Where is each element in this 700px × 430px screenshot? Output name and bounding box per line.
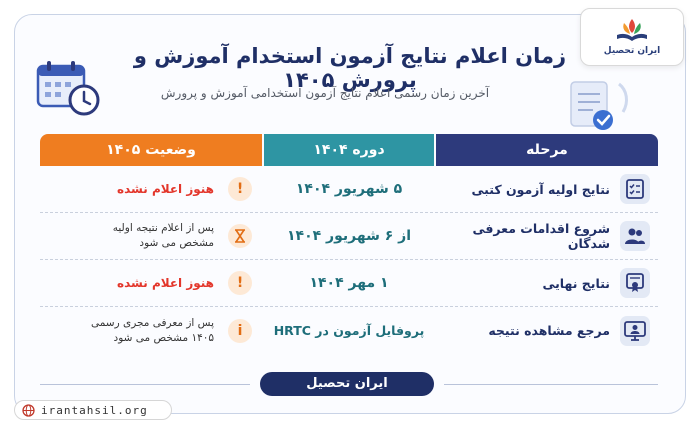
- table-header: [40, 134, 658, 166]
- period-cell: ۱ مهر ۱۴۰۴: [309, 275, 389, 291]
- period-cell: ۵ شهریور ۱۴۰۴: [295, 181, 403, 197]
- book-leaf-logo-icon: [609, 15, 655, 45]
- header-period: دوره ۱۴۰۴: [264, 134, 434, 166]
- status-note-line-2: ۱۴۰۵ مشخص می شود: [113, 331, 214, 344]
- table-row: [40, 213, 658, 260]
- website-link[interactable]: [14, 400, 172, 420]
- brand-logo[interactable]: [580, 8, 684, 66]
- status-text: هنوز اعلام نشده: [117, 276, 214, 290]
- stage-label: نتایج اولیه آزمون کتبی: [471, 181, 610, 197]
- exclamation-icon: !: [228, 177, 252, 201]
- status-note-line-2: مشخص می شود: [139, 237, 214, 249]
- status-cell: [40, 260, 262, 306]
- table-row: [40, 307, 658, 354]
- certificate-icon: [620, 268, 650, 298]
- status-note: [113, 221, 214, 251]
- footer-brand-pill: ایران تحصیل: [260, 372, 434, 396]
- logo-text: ایران تحصیل: [603, 46, 661, 56]
- page-subtitle: آخرین زمان رسمی اعلام نتایج آزمون استخدامی آموزش و پرورش: [160, 86, 490, 100]
- checklist-icon: [620, 174, 650, 204]
- stage-label: نتایج نهایی: [542, 275, 610, 291]
- header-status: وضعیت ۱۴۰۵: [40, 134, 262, 166]
- table-row: [40, 166, 658, 213]
- stage-cell: [436, 307, 658, 354]
- status-note: [91, 316, 214, 346]
- calendar-clock-icon: [34, 58, 104, 124]
- info-icon: i: [228, 319, 252, 343]
- stage-cell: [436, 166, 658, 212]
- period-cell: از ۶ شهریور ۱۴۰۴: [286, 228, 412, 244]
- footer-divider-right: [444, 384, 658, 385]
- website-url: irantahsil.org: [41, 403, 148, 417]
- header-stage: مرحله: [436, 134, 658, 166]
- stage-cell: [436, 260, 658, 306]
- status-cell: [40, 213, 262, 259]
- stage-label: مرجع مشاهده نتیجه: [488, 323, 610, 338]
- status-text: هنوز اعلام نشده: [117, 182, 214, 196]
- page-title: زمان اعلام نتایج آزمون استخدام آموزش و پرورش ۱۴۰۵: [133, 44, 567, 92]
- users-icon: [620, 221, 650, 251]
- exclamation-icon: !: [228, 271, 252, 295]
- period-cell: پروفایل آزمون در HRTC: [273, 323, 425, 338]
- results-table: [40, 134, 658, 354]
- monitor-user-icon: [620, 316, 650, 346]
- status-cell: [40, 166, 262, 212]
- stage-cell: [436, 213, 658, 259]
- status-cell: [40, 307, 262, 354]
- footer-divider-left: [40, 384, 250, 385]
- stage-label: شروع اقدامات معرفی شدگان: [472, 221, 610, 251]
- status-note-line-1: پس از اعلام نتیجه اولیه: [112, 222, 214, 234]
- globe-icon: [22, 404, 35, 417]
- document-check-icon: [565, 78, 635, 138]
- hourglass-icon: [228, 224, 252, 248]
- table-row: [40, 260, 658, 307]
- status-note-line-1: پس از معرفی مجری رسمی: [90, 316, 214, 329]
